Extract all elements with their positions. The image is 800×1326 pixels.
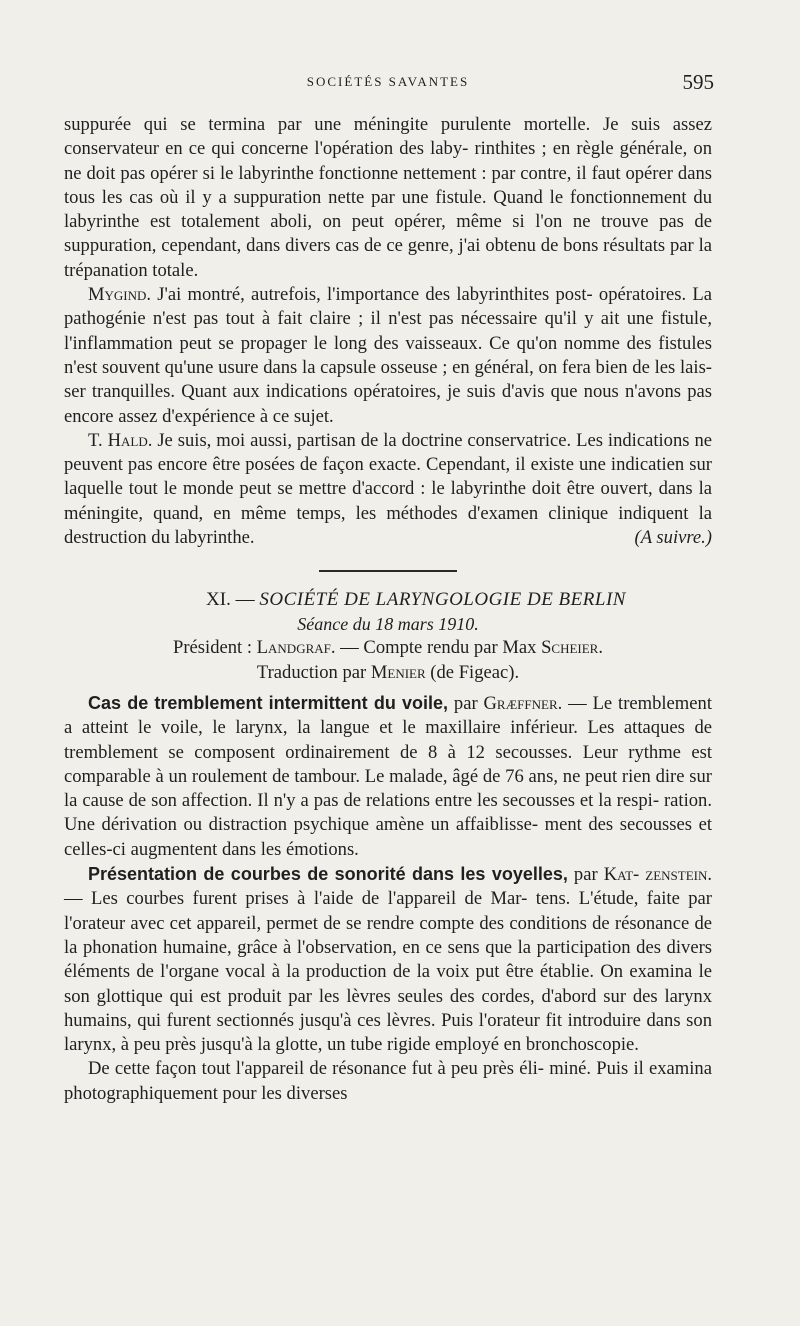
speaker-name: Hald. — [107, 429, 153, 451]
article-tremblement: Cas de tremblement intermittent du voile, par Græffner. — Le tremblement a atteint le voile, le larynx, la langue et le maxillaire inférieur. Les attaques de tremblement se composent ordinairement de 8 à 12 secousses. Leur rythme est comparable à un roulement de tambour. Le malade, âgé de 76 ans, ne peut rien dire sur la cause de son affection. Il n'y a pas de relations entre les secousses et la respi- ration. Une dérivation ou distraction psychique amène un affaiblisse- ment des secousses et celles-ci augmentent dans les émotions. — [64, 692, 712, 860]
final-paragraph: De cette façon tout l'appareil de résonance fut à peu près éli- miné. Puis il examina photographiquement pour les diverses — [64, 1058, 712, 1104]
article-author: Græffner. — [483, 692, 563, 714]
seance-date: Séance du 18 mars 1910. — [297, 614, 479, 635]
article-title: Cas de tremblement intermittent du voile, — [88, 692, 449, 713]
section-title: SOCIÉTÉ DE LARYNGOLOGIE DE BERLIN — [259, 589, 626, 611]
article-author: Kat- zenstein. — [603, 864, 712, 886]
running-header — [64, 72, 712, 96]
article-text: — Les courbes furent prises à l'aide de l'appareil de Mar- tens. L'étude, faite par l'orateur avec cet appareil, permet de se rendre compte des conditions de résonance de la phonation humaine, grâce à l'observation, en ce sens que la participation des divers éléments de l'organe vocal à la production de la voix put être établie. On examina le son glottique qui est produit par les lèvres seules des cordes, d'abord sur des larynx humains, qui furent sectionnés jusqu'à ces lèvres. Puis l'orateur fit introduire dans son larynx, à peu près jusqu'à la glotte, un tube rigide employé en bronchoscopie. — [64, 888, 712, 1056]
continuation-paragraph: suppurée qui se termina par une méningite purulente mortelle. Je suis assez conservateur en ce qui concerne l'opération des laby- rinthites ; en règle générale, on ne doit pas opérer si le labyrinthe fonctionne nettement : par contre, il faut opérer dans tous les cas où il y a suppuration nette par une fistule. Quand le fonctionnement du labyrinthe est totalement aboli, on peut opérer, même si l'on ne trouve pas de suppuration, cependant, dans divers cas de ce genre, j'ai obtenu de bons résultats par la trépanation totale. — [64, 114, 712, 281]
article-courbes: Présentation de courbes de sonorité dans les voyelles, par Kat- zenstein. — Les courbes furent prises à l'aide de l'appareil de Mar- tens. L'étude, faite par l'orateur avec cet appareil, permet de se rendre compte des conditions de résonance de la phonation humaine, grâce à l'observation, en ce sens que la participation des divers éléments de l'organe vocal à la production de la voix put être établie. On examina le son glottique qui est produit par les lèvres seules des cordes, d'abord sur des larynx humains, qui furent sectionnés jusqu'à ces lèvres. Puis l'orateur fit introduire dans son larynx, à peu près jusqu'à la glotte, un tube rigide employé en bronchoscopie. — [64, 864, 712, 1056]
president-line: Président : Landgraf. — Compte rendu par Max Scheier. — [173, 637, 603, 659]
to-be-continued: (A suivre.) — [634, 527, 712, 549]
section-divider — [319, 570, 457, 572]
section-heading — [120, 588, 712, 612]
section-number: XI. — — [206, 589, 255, 611]
running-title: SOCIÉTÉS SAVANTES — [306, 74, 470, 89]
paragraph-text: Je suis, moi aussi, partisan de la doctrine conservatrice. Les indications ne peuvent pas encore être posées de façon exacte. Cependant, il existe une indicatien sur laquelle tout le monde peut se mettre d'accord : le labyrinthe doit être ouvert, dans la méningite, quand, en même temps, les méthodes d'examen clinique indiquent la destruction du labyrinthe. — [64, 429, 712, 549]
translator-name: Menier — [370, 661, 426, 683]
president-name: Landgraf. — [256, 637, 336, 659]
paragraph-text: J'ai montré, autrefois, l'importance des labyrinthites post- opératoires. La pathogénie n'est pas tout à fait claire ; il n'est pas nécessaire qu'il y ait une fistule, l'inflammation peut se propager le long des vaisseaux. Ce qu'on nomme des fistules n'est souvent qu'une usure dans la capsule osseuse ; en général, on fera bien de les lais- ser tranquilles. Quant aux indications opératoires, je suis d'avis que nous n'avons pas encore assez d'expérience à ce sujet. — [64, 284, 712, 427]
page-body — [64, 113, 712, 1106]
speaker-name: Mygind. — [88, 284, 152, 306]
mygind-paragraph — [64, 283, 712, 429]
translation-line: Traduction par Menier (de Figeac). — [256, 661, 520, 683]
speaker-initial: T. — [88, 429, 108, 451]
article-text: — Le tremblement a atteint le voile, le larynx, la langue et le maxillaire inférieur. Les attaques de tremblement se composent ordinairement de 8 à 12 secousses. Leur rythme est comparable à un roulement de tambour. Le malade, âgé de 76 ans, ne peut rien dire sur la cause de son affection. Il n'y a pas de relations entre les secousses et la respi- ration. Une dérivation ou distraction psychique amène un affaiblisse- ment des secousses et celles-ci augmentent dans les émotions. — [64, 692, 712, 860]
page-number: 595 — [682, 70, 714, 94]
reporter-name: Scheier. — [541, 637, 603, 659]
hald-paragraph — [64, 429, 712, 550]
article-title: Présentation de courbes de sonorité dans les voyelles, — [88, 864, 568, 885]
